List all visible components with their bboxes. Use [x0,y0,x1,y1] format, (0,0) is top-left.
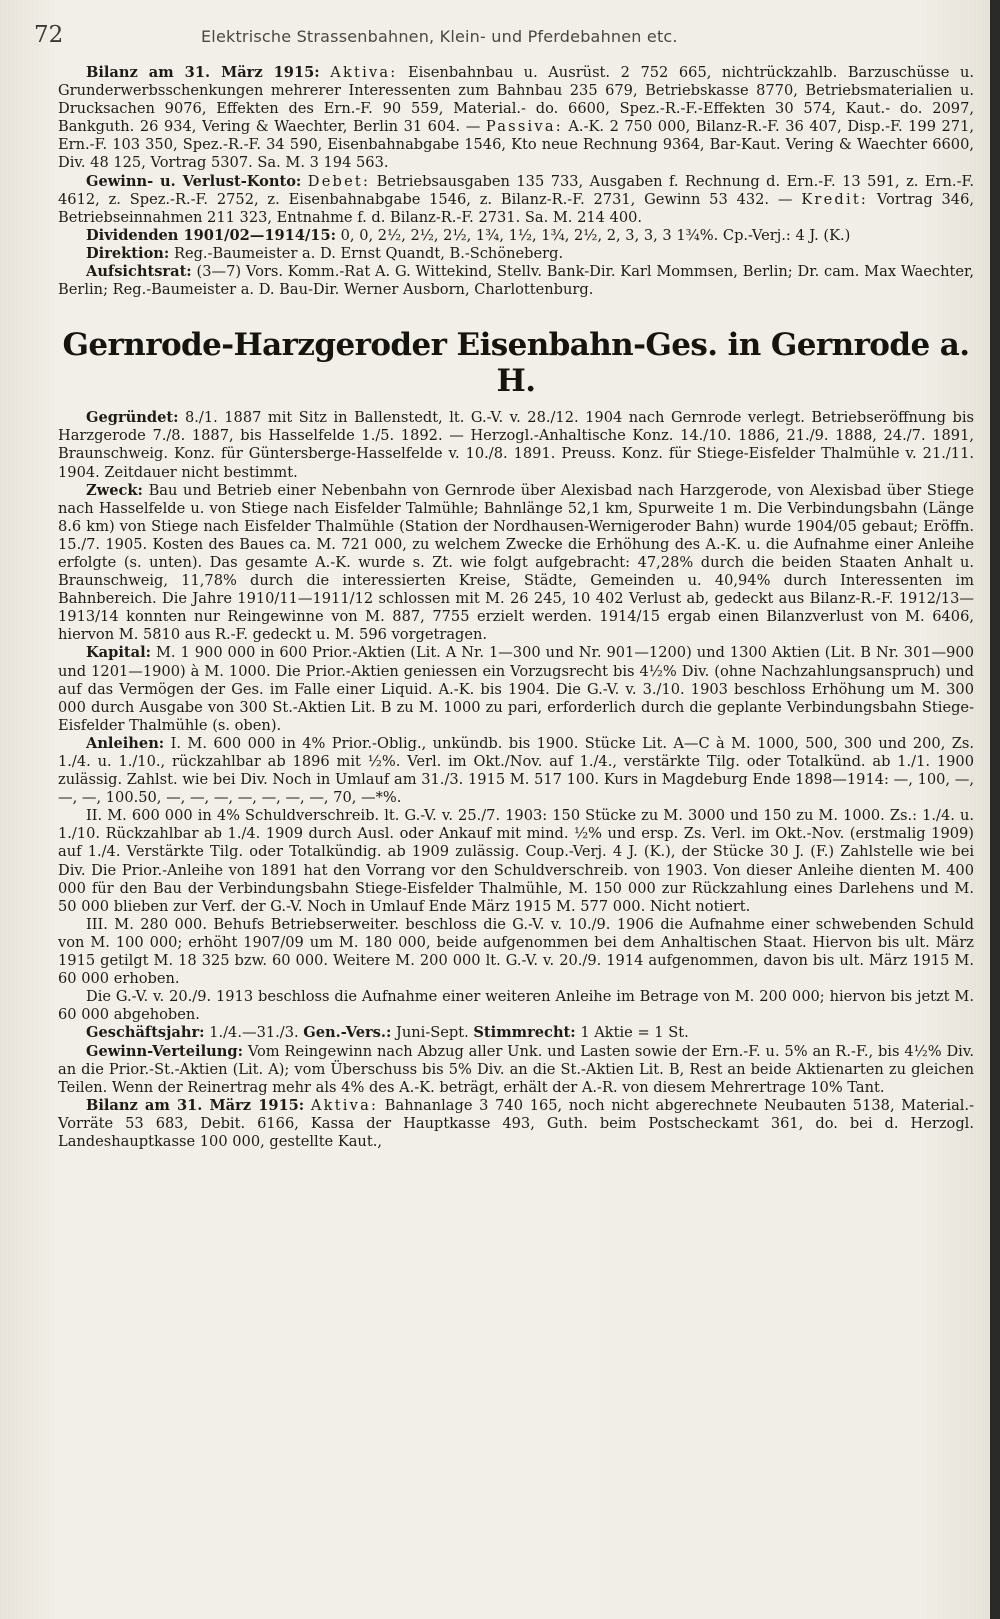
bilanz-aktiva-label: Aktiva: [310,1096,379,1114]
stimmrecht-text: 1 Aktie = 1 St. [580,1024,689,1042]
geschaeftsjahr-text: 1./4.—31./3. [209,1024,304,1042]
kapital-lead: Kapital: [86,644,152,662]
kapital-paragraph [58,644,974,734]
anleihe-iii-b-paragraph [58,988,974,1024]
gegruendet-lead: Gegründet: [86,409,179,427]
stimmrecht-lead: Stimmrecht: [473,1024,576,1042]
anleihen-text: I. M. 600 000 in 4% Prior.-Oblig., unkündb. bis 1900. Stücke Lit. A—C à M. 1000, 500, 300 und 200, Zs. 1./4. u. 1./10., rückzahlbar ab 1896 mit ½%. Verl. im Okt./Nov. auf 1./4., verstärkte Tilg. oder Totalkünd. ab 1./1. 1900 zulässig. Zahlst. wie bei Div. Noch in Umlauf am 31./3. 1915 M. 517 100. Kurs in Magdeburg Ende 1898—1914: —, 100, —, —, —, 100.50, —, —, —, —, —, —, —, 70, —*%. [58,734,975,807]
prev-gewinn-lead: Gewinn- u. Verlust-Konto: [86,172,302,190]
genvers-lead: Gen.-Vers.: [303,1024,392,1042]
prev-debet-text: Betriebsausgaben 135 733, Ausgaben f. Rechnung d. Ern.-F. 13 591, z. Ern.-F. 4612, z. Spez.-R.-F. 2752, z. Eisenbahnabgabe 1546, z. Bilanz-R.-F. 2731, Gewinn 53 432. — [58,172,974,208]
anleihe-iii-b-text: Die G.-V. v. 20./9. 1913 beschloss die Aufnahme einer weiteren Anleihe im Betrage von M. 200 000; hiervon bis jetzt M. 60 000 abgehoben. [58,988,974,1024]
gegruendet-paragraph [58,409,974,481]
genvers-text: Juni-Sept. [396,1024,474,1042]
prev-aufsichtsrat-lead: Aufsichtsrat: [86,263,192,281]
gewinnverteilung-lead: Gewinn-Verteilung: [86,1042,243,1060]
bilanz-lead: Bilanz am 31. März 1915: [86,1096,305,1114]
kapital-text: M. 1 900 000 in 600 Prior.-Aktien (Lit. A Nr. 1—300 und Nr. 901—1200) und 1300 Aktien (Lit. B Nr. 301—900 und 1201—1900) à M. 1000. Die Prior.-Aktien geniessen ein Vorzugsrecht bis 4½% Div. (ohne Nachzahlungsanspruch) und auf das Vermögen der Ges. im Falle einer Liquid. A.-K. bis 1904. Die G.-V. v. 3./10. 1903 beschloss Erhöhung um M. 300 000 durch Ausgabe von 300 St.-Aktien Lit. B zu M. 1000 zu pari, erforderlich durch die geplante Verbindungsbahn Stiege-Eisfelder Thalmühle (s. oben). [58,644,974,734]
page-number: 72 [34,22,64,48]
prev-direktion-lead: Direktion: [86,244,170,262]
prev-dividenden-text: 0, 0, 2½, 2½, 2½, 1¾, 1½, 1¾, 2½, 2, 3, 3, 3 1¾%. Cp.-Verj.: 4 J. (K.) [340,226,851,244]
prev-passiva-label: Passiva: [485,118,563,136]
zweck-paragraph [58,482,974,645]
prev-aufsichtsrat-text: (3—7) Vors. Komm.-Rat A. G. Wittekind, Stellv. Bank-Dir. Karl Mommsen, Berlin; Dr. cam. Max Waechter, Berlin; Reg.-Baumeister a. D. Bau-Dir. Werner Ausborn, Charlottenburg. [58,263,975,299]
prev-passiva-text: A.-K. 2 750 000, Bilanz-R.-F. 36 407, Disp.-F. 199 271, Ern.-F. 103 350, Spez.-R.-F. 34 590, Eisenbahnabgabe 1546, Kto neue Rechnung 9364, Bar-Kaut. Vering & Waechter 6600, Div. 48 125, Vortrag 5307. Sa. M. 3 194 563. [58,118,975,172]
running-head [34,22,974,48]
prev-direktion-paragraph [58,245,974,263]
anleihen-lead: Anleihen: [86,734,165,752]
gegruendet-text: 8./1. 1887 mit Sitz in Ballenstedt, lt. G.-V. v. 28./12. 1904 nach Gernrode verlegt. Betriebseröffnung bis Harzgerode 7./8. 1887, bis Hasselfelde 1./5. 1892. — Herzogl.-Anhaltische Konz. 14./10. 1886, 21./9. 1888, 24./7. 1891, Braunschweig. Konz. für Güntersberge-Hasselfelde v. 10./8. 1891. Preuss. Konz. für Stiege-Eisfelder Thalmühle v. 21./11. 1904. Zeitdauer nicht bestimmt. [58,409,975,481]
zweck-lead: Zweck: [86,481,143,499]
anleihe-ii-text: II. M. 600 000 in 4% Schuldverschreib. lt. G.-V. v. 25./7. 1903: 150 Stücke zu M. 3000 und 150 zu M. 1000. Zs.: 1./4. u. 1./10. Rückzahlbar ab 1./4. 1909 durch Ausl. oder Ankauf mit mind. ½% und ersp. Zs. Verl. im Okt.-Nov. (erstmalig 1909) auf 1./4. Verstärkte Tilg. oder Totalkündig. ab 1909 zulässig. Coup.-Verj. 4 J. (K.), der Stücke 30 J. (F.) Zahlstelle wie bei Div. Die Prior.-Anleihe von 1891 hat den Vorrang vor den Schuldverschreib. von 1903. Von dieser Anleihe dienten M. 400 000 für den Bau der Verbindungsbahn Stiege-Eisfelder Thalmühle, M. 150 000 zur Rückzahlung eines Darlehens und M. 50 000 blieben zur Verf. der G.-V. Noch in Umlauf Ende März 1915 M. 577 000. Nicht notiert. [58,807,974,915]
prev-bilanz-paragraph [58,64,974,173]
gewinnverteilung-paragraph [58,1043,974,1097]
zweck-text: Bau und Betrieb einer Nebenbahn von Gernrode über Alexisbad nach Harzgerode, von Alexisbad über Stiege nach Hasselfelde u. von Stiege nach Eisfelder Talmühle; Bahnlänge 52,1 km, Spurweite 1 m. Die Verbindungsbahn (Länge 8.6 km) von Stiege nach Eisfelder Thalmühle (Station der Nordhausen-Wernigeroder Bahn) wurde 1904/05 gebaut; Eröffn. 15./7. 1905. Kosten des Baues ca. M. 721 000, zu welchem Zwecke die Erhöhung des A.-K. u. die Aufnahme einer Anleihe erfolgte (s. unten). Das gesamte A.-K. wurde s. Zt. wie folgt aufgebracht: 47,28% durch die beiden Staaten Anhalt u. Braunschweig, 11,78% durch die interessierten Kreise, Städte, Gemeinden u. 40,94% durch Interessenten im Bahnbereich. Die Jahre 1910/11—1911/12 schlossen mit M. 26 245, 10 402 Verlust ab, gedeckt aus Bilanz-R.-F. 1912/13—1913/14 konnten nur Reingewinne von M. 887, 7755 erzielt werden. 1914/15 ergab einen Bilanzverlust von M. 6406, hiervon M. 5810 aus R.-F. gedeckt u. M. 596 vorgetragen. [58,481,975,644]
prev-dividenden-paragraph [58,227,974,245]
prev-kredit-text: Vortrag 346, Betriebseinnahmen 211 323, Entnahme f. d. Bilanz-R.-F. 2731. Sa. M. 214 400. [58,190,975,226]
prev-aufsichtsrat-paragraph [58,263,974,299]
page-edge-shadow [990,0,1000,1619]
bilanz-paragraph [58,1097,974,1151]
anleihe-iii-text: III. M. 280 000. Behufs Betriebserweiter. beschloss die G.-V. v. 10./9. 1906 die Aufnahme einer schwebenden Schuld von M. 100 000; erhöht 1907/09 um M. 180 000, beide aufgenommen bei dem Anhaltischen Staat. Hiervon bis ult. März 1915 getilgt M. 18 325 bzw. 60 000. Weitere M. 200 000 lt. G.-V. v. 20./9. 1914 aufgenommen, davon bis ult. März 1915 M. 60 000 erhoben. [58,915,974,988]
prev-aktiva-label: Aktiva: [330,64,398,81]
gewinnverteilung-text: Vom Reingewinn nach Abzug aller Unk. und Lasten sowie der Ern.-F. u. 5% an R.-F., bis 4½% Div. an die Prior.-St.-Aktien (Lit. A); vom Überschuss bis 5% Div. an die St.-Aktien Lit. B, Rest an beide Aktienarten zu gleichen Teilen. Wenn der Reinertrag mehr als 4% des A.-K. beträgt, erhält der A.-R. von diesem Mehrertrage 10% Tant. [58,1042,974,1096]
prev-kredit-label: Kredit: [801,190,869,208]
running-title: Elektrische Strassenbahnen, Klein- und Pferdebahnen etc. [201,27,678,46]
anleihe-ii-paragraph [58,807,974,916]
geschaeftsjahr-lead: Geschäftsjahr: [86,1024,205,1042]
geschaeftsjahr-paragraph [58,1024,974,1042]
prev-bilanz-lead: Bilanz am 31. März 1915: [86,64,320,81]
prev-dividenden-lead: Dividenden 1901/02—1914/15: [86,226,336,244]
section-title: Gernrode-Harzgeroder Eisenbahn-Ges. in Gernrode a. H. [62,327,970,400]
prev-debet-label: Debet: [307,172,371,190]
bilanz-text: Bahnanlage 3 740 165, noch nicht abgerechnete Neubauten 5138, Material.-Vorräte 53 683, Debit. 6166, Kassa der Hauptkasse 493, Guth. beim Postscheckamt 361, do. bei d. Herzogl. Landeshauptkasse 100 000, gestellte Kaut., [58,1096,975,1150]
prev-gewinn-paragraph [58,173,974,227]
anleihe-iii-paragraph [58,916,974,988]
prev-direktion-text: Reg.-Baumeister a. D. Ernst Quandt, B.-Schöneberg. [173,244,564,262]
prev-aktiva-text: Eisenbahnbau u. Ausrüst. 2 752 665, nichtrückzahlb. Barzuschüsse u. Grunderwerbsschenkungen mehrerer Interessenten zum Bahnbau 235 679, Betriebskasse 8770, Betriebsmaterialien u. Drucksachen 9076, Effekten des Ern.-F. 90 559, Material.- do. 6600, Spez.-R.-F.-Effekten 30 574, Kaut.- do. 2097, Bankguth. 26 934, Vering & Waechter, Berlin 31 604. — [58,64,974,136]
anleihen-paragraph [58,735,974,807]
